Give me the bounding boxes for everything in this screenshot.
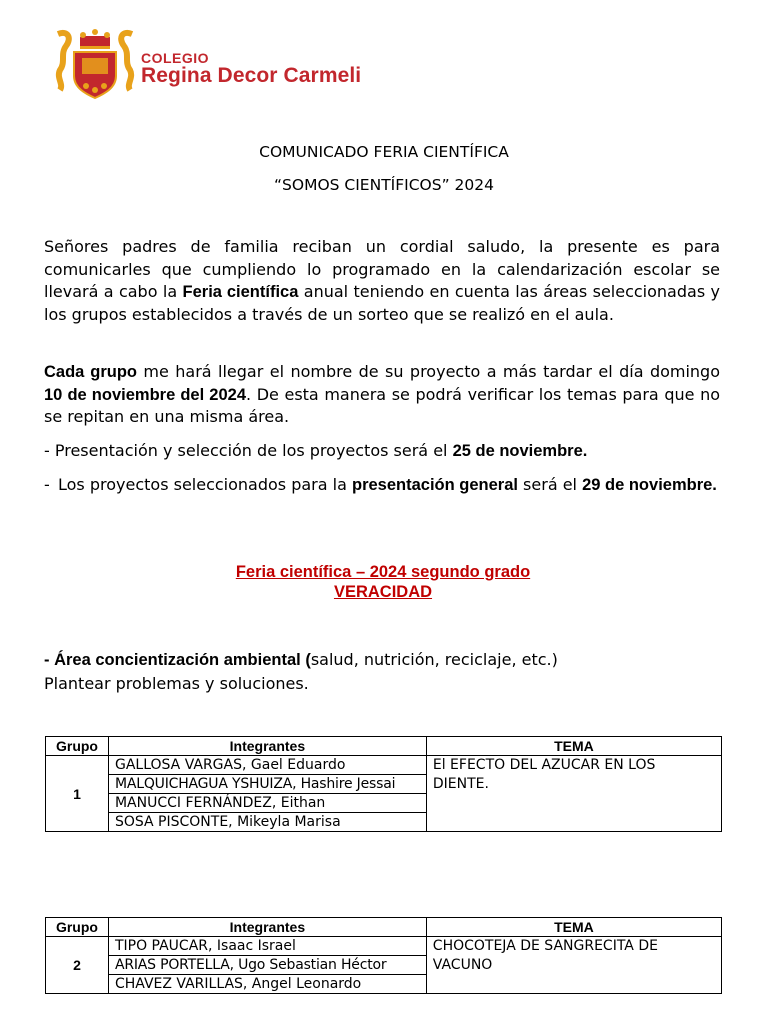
logo-line2: Regina Decor Carmeli [141, 64, 362, 87]
bullet-general: - Los proyectos seleccionados para la presentación general será el 29 de noviembre. [44, 475, 717, 494]
logo-line1: COLEGIO [141, 50, 210, 66]
member-name: TIPO PAUCAR, Isaac Israel [108, 937, 426, 956]
header-tema: TEMA [426, 737, 721, 756]
group-tema: CHOCOTEJA DE SANGRECITA DE VACUNO [426, 937, 721, 994]
group-number: 2 [46, 937, 109, 994]
area-description: - Área concientización ambiental (salud, nutrición, reciclaje, etc.) Plantear problemas y soluciones. [44, 650, 558, 693]
table-row [46, 937, 722, 956]
member-name: MALQUICHAGUA YSHUIZA, Hashire Jessai [108, 775, 426, 794]
section-title: Feria científica – 2024 segundo grado [235, 563, 531, 581]
school-logo [52, 26, 372, 100]
group-number: 1 [46, 756, 109, 832]
header-grupo: Grupo [46, 918, 109, 937]
document-subtitle: “SOMOS CIENTÍFICOS” 2024 [274, 176, 494, 194]
header-integrantes: Integrantes [108, 918, 426, 937]
member-name: MANUCCI FERNÁNDEZ, Eithan [108, 794, 426, 813]
document-title: COMUNICADO FERIA CIENTÍFICA [259, 143, 509, 161]
member-name: CHAVEZ VARILLAS, Angel Leonardo [108, 975, 426, 994]
bullet-presentacion: - Presentación y selección de los proyectos será el 25 de noviembre. [44, 441, 588, 460]
member-name: GALLOSA VARGAS, Gael Eduardo [108, 756, 426, 775]
group-tema: El EFECTO DEL AZUCAR EN LOS DIENTE. [426, 756, 721, 832]
group-table-1 [45, 736, 722, 832]
deadline-paragraph: Cada grupo me hará llegar el nombre de su proyecto a más tardar el día domingo 10 de noviembre del 2024. De esta manera se podrá verificar los temas para que no se repitan en una misma área. [44, 362, 721, 426]
table-row [46, 756, 722, 775]
section-subtitle: VERACIDAD [333, 583, 433, 601]
header-integrantes: Integrantes [108, 737, 426, 756]
crest-icon [52, 26, 138, 100]
group-table-2 [45, 917, 722, 994]
header-tema: TEMA [426, 918, 721, 937]
header-grupo: Grupo [46, 737, 109, 756]
intro-paragraph: Señores padres de familia reciban un cordial saludo, la presente es para comunicarles que cumpliendo lo programado en la calendarización escolar se llevará a cabo la Feria científica anual teniendo en cuenta las áreas seleccionadas y los grupos establecidos a través de un sorteo que se realizó en el aula. [44, 237, 721, 324]
member-name: ARIAS PORTELLA, Ugo Sebastian Héctor [108, 956, 426, 975]
bold-feria: Feria científica [182, 283, 299, 301]
member-name: SOSA PISCONTE, Mikeyla Marisa [108, 813, 426, 832]
